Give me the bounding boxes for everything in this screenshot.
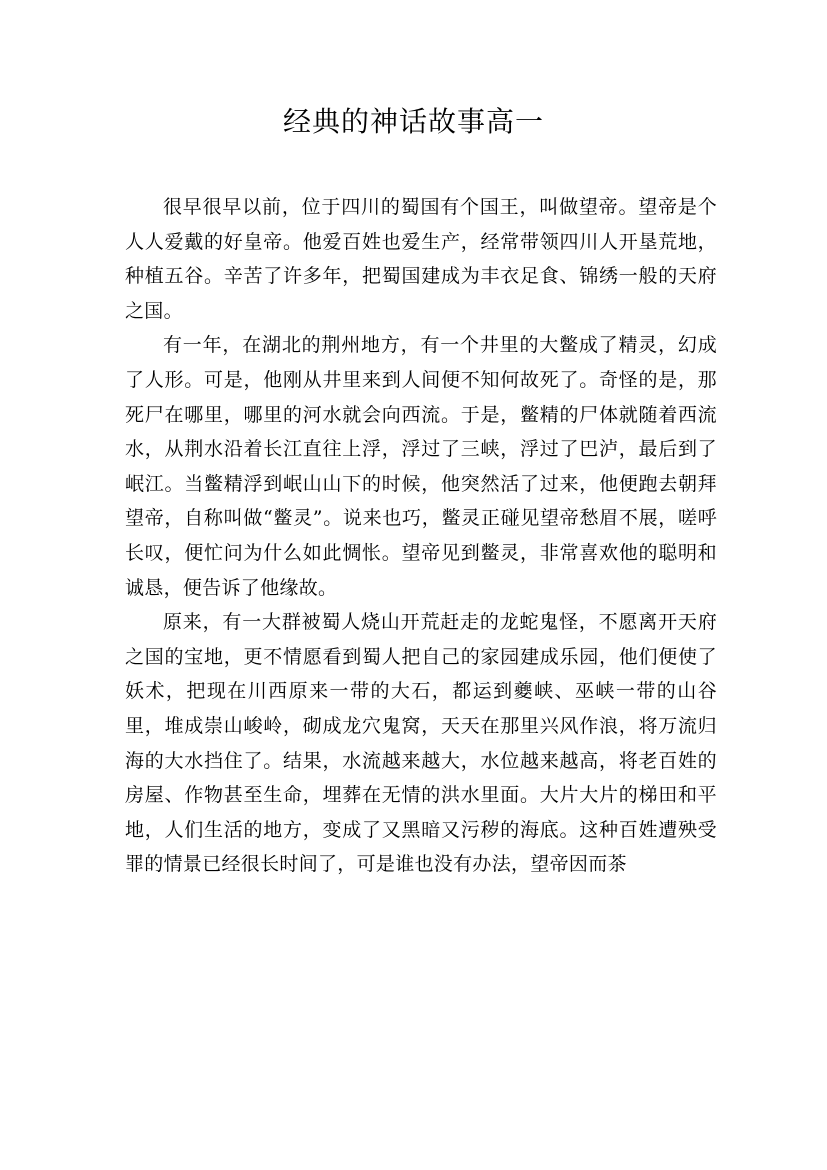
document-title: 经典的神话故事高一 (282, 105, 544, 138)
paragraph-1: 很早很早以前，位于四川的蜀国有个国王，叫做望帝。望帝是个人人爱戴的好皇帝。他爱百姓也爱生产，经常带领四川人开垦荒地，种植五谷。辛苦了许多年，把蜀国建成为丰衣足食、锦绣一般的天府之国。 (125, 196, 717, 322)
document-body (125, 190, 717, 882)
paragraph-3: 原来，有一大群被蜀人烧山开荒赶走的龙蛇鬼怪，不愿离开天府之国的宝地，更不情愿看到蜀人把自己的家园建成乐园，他们便使了妖术，把现在川西原来一带的大石，都运到夔峡、巫峡一带的山谷里，堆成崇山峻岭，砌成龙穴鬼窝，天天在那里兴风作浪，将万流归海的大水挡住了。结果，水流越来越大，水位越来越高，将老百姓的房屋、作物甚至生命，埋葬在无情的洪水里面。大片大片的梯田和平地，人们生活的地方，变成了又黑暗又污秽的海底。这种百姓遭殃受罪的情景已经很长时间了，可是谁也没有办法，望帝因而茶 (125, 611, 717, 876)
paragraph-2: 有一年，在湖北的荆州地方，有一个井里的大鳖成了精灵，幻成了人形。可是，他刚从井里来到人间便不知何故死了。奇怪的是，那死尸在哪里，哪里的河水就会向西流。于是，鳖精的尸体就随着西流水，从荆水沿着长江直往上浮，浮过了三峡，浮过了巴泸，最后到了岷江。当鳖精浮到岷山山下的时候，他突然活了过来，他便跑去朝拜望帝，自称叫做“鳖灵”。说来也巧，鳖灵正碰见望帝愁眉不展，嗟呼长叹，便忙问为什么如此惆怅。望帝见到鳖灵，非常喜欢他的聪明和诚恳，便告诉了他缘故。 (125, 334, 717, 599)
